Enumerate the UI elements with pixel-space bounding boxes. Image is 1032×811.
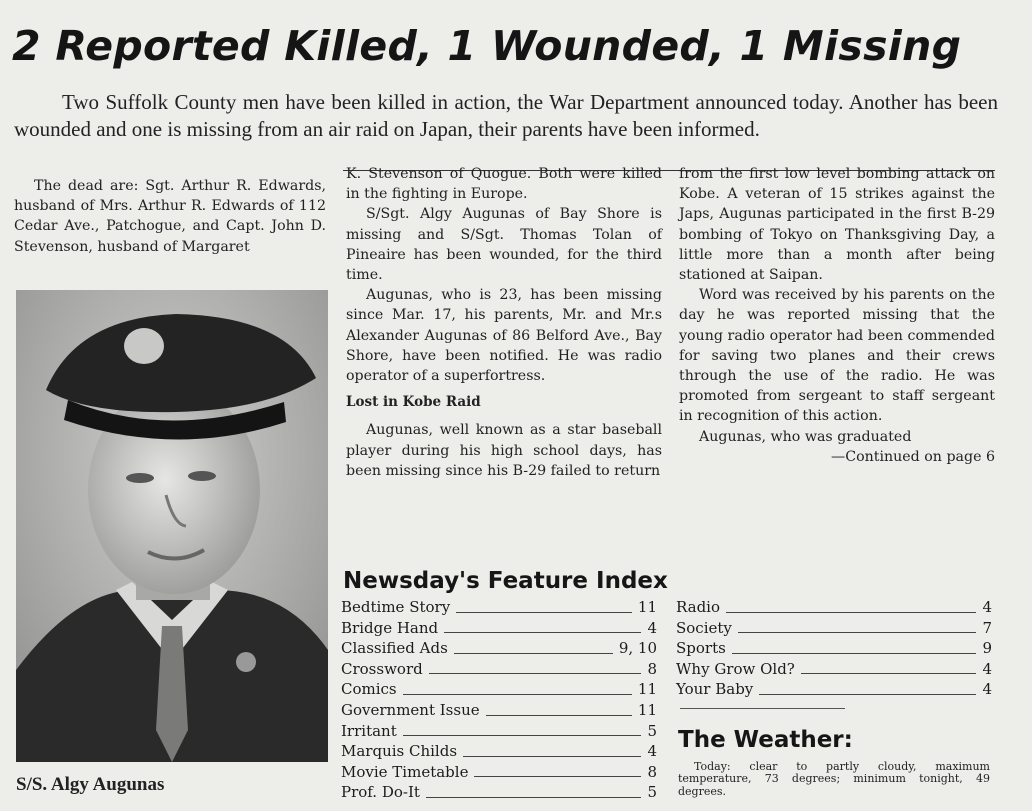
- index-entry-name: Movie Timetable: [341, 762, 469, 781]
- headline: 2 Reported Killed, 1 Wounded, 1 Missing: [12, 22, 962, 70]
- index-entry-page: 4: [982, 598, 992, 616]
- index-entry-page: 7: [982, 618, 992, 637]
- feature-index-title: Newsday's Feature Index: [343, 568, 668, 594]
- index-entry: [676, 597, 992, 618]
- index-leader-line: [474, 776, 641, 777]
- col3-paragraph-3: Augunas, who was graduated: [699, 428, 912, 445]
- index-entry-name: Comics: [341, 680, 397, 699]
- index-entry-name: Radio: [676, 598, 721, 616]
- col2-paragraph-1: K. Stevenson of Quogue. Both were killed in the fighting in Europe.: [346, 166, 662, 203]
- col2-paragraph-3: Augunas, who is 23, has been missing since Mar. 17, his parents, Mr. and Mr.s Alexander Augunas of 86 Belford Ave., Bay Shore, have been notified. He was radio operator of a superfortress.: [346, 287, 662, 385]
- index-leader-line: [429, 673, 642, 674]
- index-entry: [341, 762, 657, 783]
- index-entry: [341, 721, 657, 742]
- index-entry-page: 9, 10: [618, 639, 657, 658]
- col3-paragraph-1: from the first low level bombing attack on Kobe. A veteran of 15 strikes against the Japs, Augunas participated in the first B-29 bombing of Tokyo on Thanksgiving Day, a little more than a month after being stationed at Saipan.: [679, 166, 995, 284]
- index-entry-name: Prof. Do-It: [341, 783, 420, 802]
- index-leader-line: [403, 735, 642, 736]
- index-entry-page: 4: [982, 659, 992, 678]
- feature-index-left: [341, 597, 657, 803]
- index-entry-page: 4: [647, 742, 657, 761]
- index-entry: [341, 741, 657, 762]
- index-entry-name: Sports: [676, 639, 726, 658]
- index-entry: [341, 782, 657, 803]
- index-leader-line: [486, 715, 632, 716]
- index-leader-line: [738, 632, 977, 633]
- index-entry-name: Irritant: [341, 721, 397, 740]
- lead-paragraph: Two Suffolk County men have been killed in action, the War Department announced today. Another has been wounded and one is missing from an air raid on Japan, their parents have been informed.: [14, 90, 998, 141]
- index-leader-line: [444, 632, 641, 633]
- index-entry: [341, 679, 657, 700]
- index-entry-page: 11: [637, 700, 657, 719]
- index-entry: [341, 618, 657, 639]
- col1-paragraph: The dead are: Sgt. Arthur R. Edwards, husband of Mrs. Arthur R. Edwards of 112 Cedar Ave., Patchogue, and Capt. John D. Stevenson, husband of Margaret: [14, 178, 326, 255]
- weather-title: The Weather:: [678, 727, 853, 753]
- index-leader-line: [726, 612, 976, 613]
- index-entry-name: Bridge Hand: [341, 618, 439, 637]
- index-entry-page: 9: [982, 639, 992, 658]
- index-leader-line: [456, 612, 632, 613]
- index-entry: [676, 659, 992, 680]
- index-leader-line: [454, 653, 613, 654]
- index-entry-page: 5: [647, 783, 657, 802]
- index-entry: [341, 597, 657, 618]
- index-entry-page: 4: [647, 618, 657, 637]
- column-3: [679, 164, 995, 467]
- index-leader-line: [732, 653, 977, 654]
- index-leader-line: [426, 797, 642, 798]
- index-entry-page: 8: [647, 762, 657, 781]
- col3-paragraph-2: Word was received by his parents on the day he was reported missing that the young radio operator had been commended for saving two planes and their crews through the use of the radio. He was promoted from sergeant to staff sergeant in recognition of this action.: [679, 287, 995, 425]
- index-leader-line: [801, 673, 977, 674]
- index-entry-page: 5: [647, 721, 657, 740]
- continued-note: —Continued on page 6: [831, 448, 995, 465]
- index-leader-line: [463, 756, 641, 757]
- photo-caption: S/S. Algy Augunas: [16, 774, 165, 795]
- index-entry-page: 11: [637, 680, 657, 699]
- index-entry-name: Bedtime Story: [341, 598, 451, 616]
- index-entry-name: Society: [676, 618, 732, 637]
- subhead: Lost in Kobe Raid: [346, 394, 481, 411]
- index-entry-name: Your Baby: [676, 680, 754, 699]
- index-entry: [676, 679, 992, 700]
- index-entry-page: 4: [982, 680, 992, 699]
- index-entry: [341, 638, 657, 659]
- column-2: [346, 164, 662, 481]
- soldier-photo: [16, 290, 328, 762]
- col2-paragraph-2: S/Sgt. Algy Augunas of Bay Shore is missing and S/Sgt. Thomas Tolan of Pineaire has been wounded, for the third time.: [346, 206, 662, 284]
- col2-paragraph-4: Augunas, well known as a star baseball player during his high school days, has been missing since his B-29 failed to return: [346, 422, 662, 479]
- index-entry-name: Government Issue: [341, 700, 480, 719]
- index-entry-name: Marquis Childs: [341, 742, 458, 761]
- portrait-illustration: [16, 290, 328, 762]
- index-entry-page: 8: [647, 659, 657, 678]
- index-entry-page: 11: [637, 598, 657, 616]
- index-entry: [341, 700, 657, 721]
- index-entry-name: Crossword: [341, 659, 423, 678]
- index-entry: [341, 659, 657, 680]
- weather-text: Today: clear to partly cloudy, maximum temperature, 73 degrees; minimum tonight, 49 degrees.: [678, 760, 990, 798]
- index-entry-name: Why Grow Old?: [676, 659, 795, 678]
- index-leader-line: [403, 694, 632, 695]
- index-rule: [680, 708, 845, 709]
- index-entry-name: Classified Ads: [341, 639, 448, 658]
- index-leader-line: [759, 694, 976, 695]
- feature-index-right: [676, 597, 992, 700]
- index-entry: [676, 618, 992, 639]
- column-1: [14, 176, 326, 257]
- index-entry: [676, 638, 992, 659]
